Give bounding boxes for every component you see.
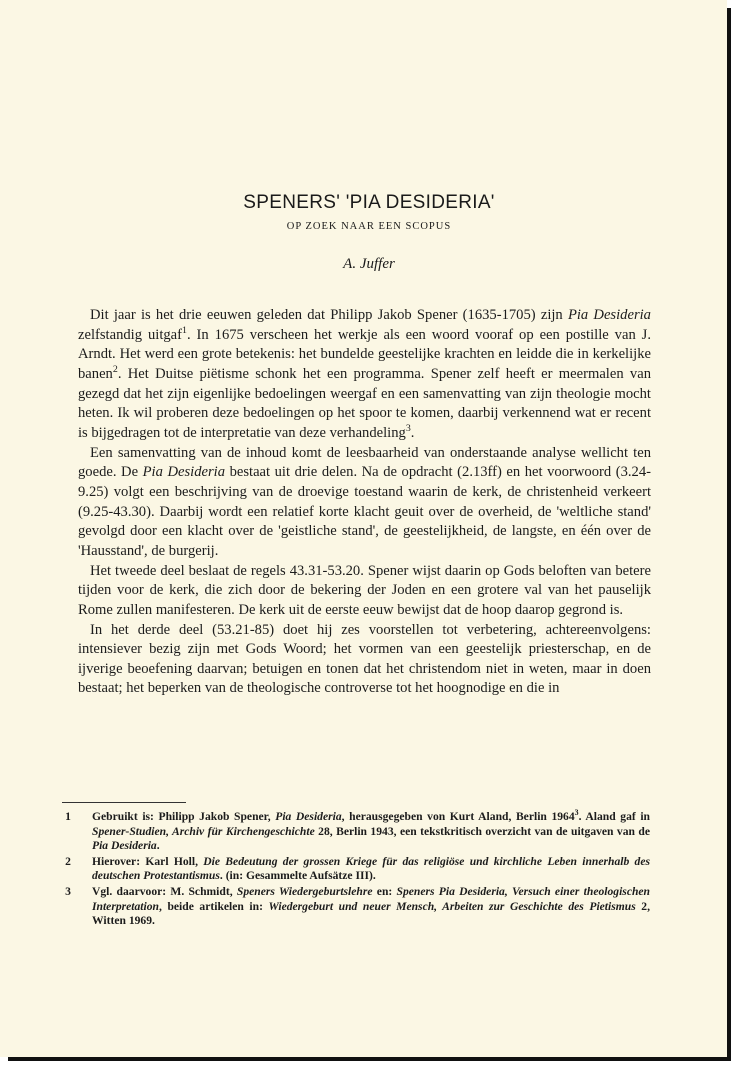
footnote-3 bbox=[60, 885, 650, 929]
footnote-number: 3 bbox=[65, 884, 71, 898]
fn1-edition-sup: 3 bbox=[574, 808, 579, 818]
paragraph-4: In het derde deel (53.21-85) doet hij zes voorstellen tot verbetering, achtereenvolgens: intensiever bezig zijn met Gods Woord; het vormen van een geestelijk priesterschap, en de ijverige beoefening daarvan; betuigen en tonen dat het christendom niet in weten, maar in doen bestaat; het beperken van de theologische controverse tot het hoognodige en die in bbox=[78, 621, 651, 697]
fn3-text-4: 2, Witten 1969. bbox=[92, 899, 650, 928]
footnote-2 bbox=[60, 855, 650, 884]
footnote-ref-3: 3 bbox=[405, 423, 411, 435]
p1-text-2: zelfstandig uitgaf bbox=[78, 326, 183, 343]
fn1-text-4: 28, Berlin 1943, een tekstkritisch overzicht van de uitgaven van de bbox=[314, 824, 650, 838]
fn3-italic-2: Speners Pia Desideria, Versuch einer theologischen Interpretation bbox=[92, 884, 651, 913]
fn2-text-1: Hierover: Karl Holl, bbox=[92, 854, 204, 868]
p1-text-5: . bbox=[410, 424, 415, 441]
p1-italic-title: Pia Desideria bbox=[567, 307, 651, 323]
p1-text-4: . Het Duitse piëtisme schonk het een programma. Spener zelf heeft er meermalen van gezegd dat het zijn eigenlijke bedoelingen weergaf en een samenvatting van zijn theologie mocht heten. Ik wil proberen deze bedoelingen op het spoor te komen, daarbij verkennend wat er recent is bijgedragen tot de interpretatie van deze verhandeling bbox=[78, 365, 651, 441]
fn1-italic-3: Pia Desideria bbox=[92, 839, 157, 853]
article-body bbox=[78, 306, 651, 699]
fn2-italic-1: Die Bedeutung der grossen Kriege für das religiöse und kirchliche Leben innerhalb des deutschen Protestantismus bbox=[92, 854, 650, 883]
p2-text-1: Een samenvatting van de inhoud komt de leesbaarheid van onderstaande analyse wellicht ten goede. De bbox=[78, 444, 651, 481]
footnote-number: 2 bbox=[65, 854, 71, 868]
fn1-italic-2: Spener-Studien, Archiv für Kirchengeschichte bbox=[92, 824, 315, 838]
footnote-divider bbox=[62, 802, 186, 803]
fn1-text-5: . bbox=[156, 839, 160, 853]
article-author: A. Juffer bbox=[343, 256, 395, 272]
paragraph-2 bbox=[78, 444, 651, 562]
paragraph-1 bbox=[78, 306, 651, 444]
fn3-text-3: , beide artikelen in: bbox=[159, 899, 269, 913]
fn3-text-2: en: bbox=[372, 884, 397, 898]
fn3-italic-1: Speners Wiedergeburtslehre bbox=[236, 884, 373, 898]
footnote-ref-2: 2 bbox=[112, 364, 118, 376]
fn1-italic-1: Pia Desideria bbox=[275, 810, 342, 823]
article-title: SPENERS' 'PIA DESIDERIA' bbox=[243, 192, 495, 213]
fn1-text-1: Gebruikt is: Philipp Jakob Spener, bbox=[92, 810, 276, 823]
footnote-number: 1 bbox=[65, 810, 71, 823]
fn1-text-3: . Aland gaf in bbox=[578, 810, 650, 823]
fn3-italic-3: Wiedergeburt und neuer Mensch, Arbeiten zur Geschichte des Pietismus bbox=[268, 899, 636, 913]
fn1-text-2: , herausgegeben von Kurt Aland, Berlin 1964 bbox=[341, 810, 575, 823]
footnotes bbox=[60, 810, 650, 930]
page-edge-bottom bbox=[8, 1057, 731, 1061]
fn3-text-1: Vgl. daarvoor: M. Schmidt, bbox=[92, 884, 237, 898]
p1-text-1: Dit jaar is het drie eeuwen geleden dat Philipp Jakob Spener (1635-1705) zijn bbox=[90, 307, 568, 323]
paragraph-3: Het tweede deel beslaat de regels 43.31-53.20. Spener wijst daarin op Gods beloften van betere tijden voor de kerk, die zich door de bekering der Joden en een grotere val van het pauselijk Rome zullen manifesteren. De kerk uit de eerste eeuw bewijst dat de hoop daarop gegrond is. bbox=[78, 562, 651, 618]
footnote-1 bbox=[60, 810, 650, 854]
p2-italic-title: Pia Desideria bbox=[142, 464, 226, 481]
fn2-text-2: . (in: Gesammelte Aufsätze III). bbox=[219, 869, 376, 883]
p1-text-3: . In 1675 verscheen het werkje als een woord vooraf op een postille van J. Arndt. Het werd een grote betekenis: het bundelde geestelijke krachten en leidde die in kerkelijke banen bbox=[78, 326, 652, 382]
page-edge-right bbox=[727, 8, 731, 1060]
p2-text-2: bestaat uit drie delen. Na de opdracht (2.13ff) en het voorwoord (3.24-9.25) volgt een beschrijving van de droevige toestand waarin de kerk, de christenheid verkeert (9.25-43.30). Daarbij wordt een relatief korte klacht geuit over de overheid, de 'weltliche stand' gevolgd door een klacht over de 'geistliche stand', de geestelijkheid, de langste, en één over de 'Hausstand', de burgerij. bbox=[78, 464, 651, 559]
article-subtitle: OP ZOEK NAAR EEN SCOPUS bbox=[286, 221, 452, 232]
footnote-ref-1: 1 bbox=[182, 324, 187, 336]
